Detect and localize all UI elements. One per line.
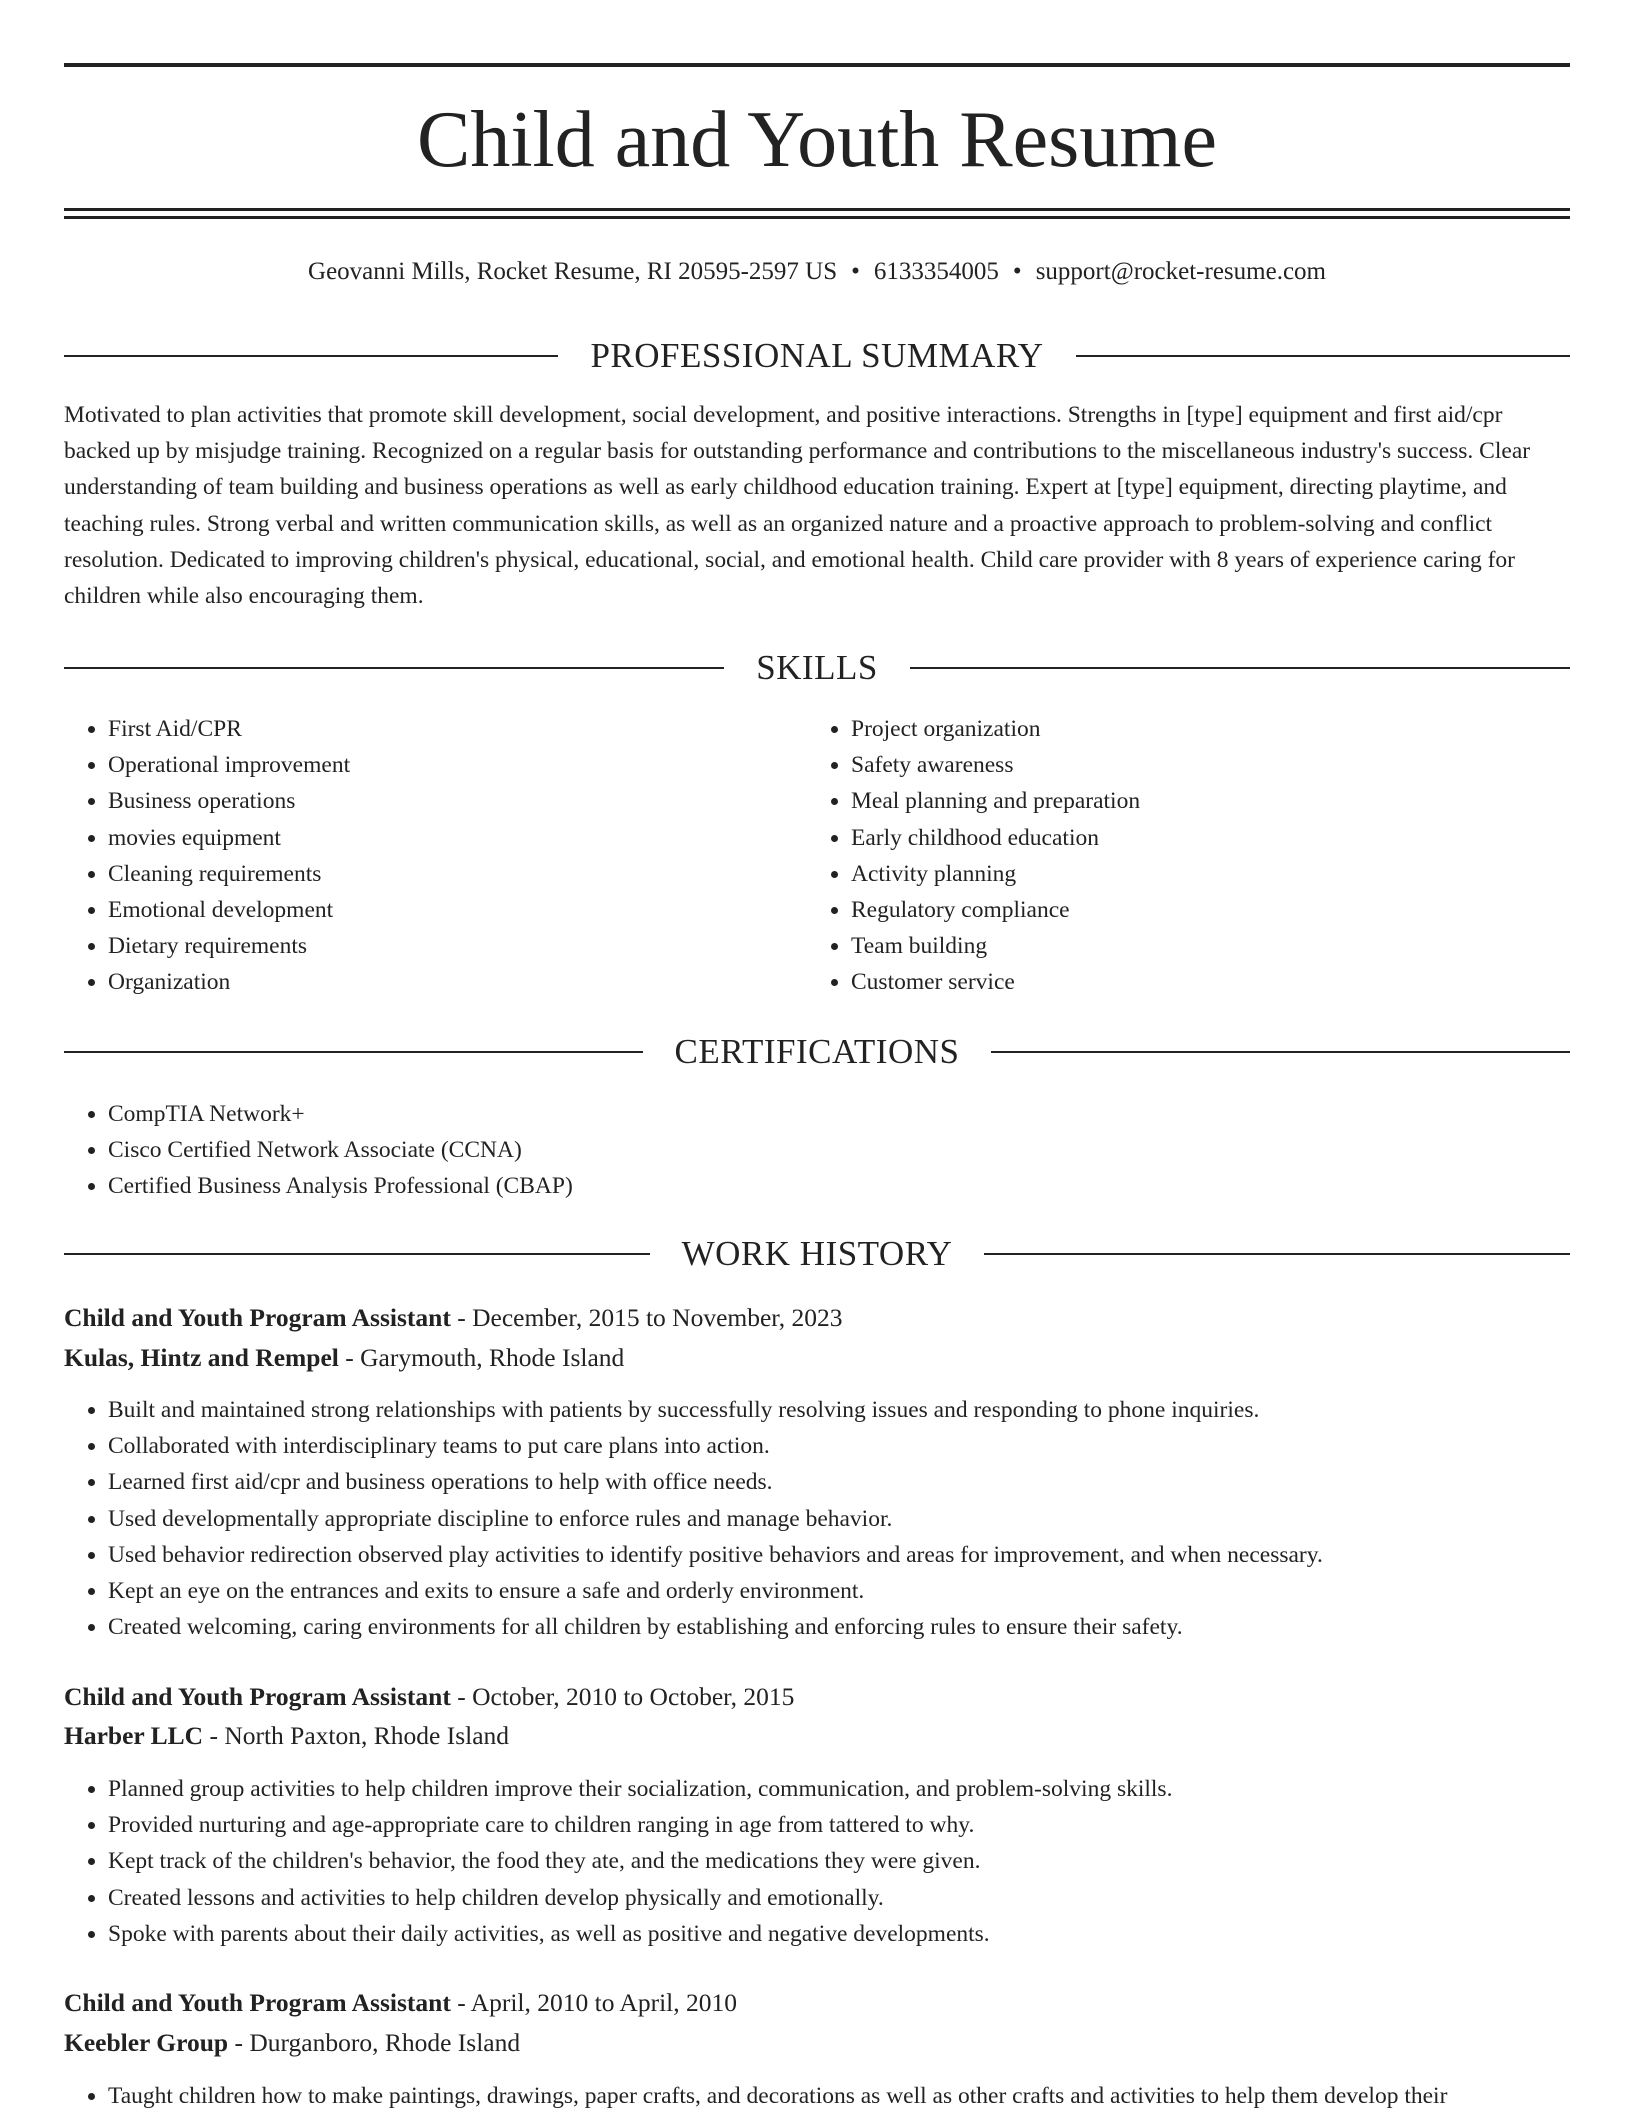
job-bullet: • Kept track of the children's behavior, the food they ate, and the medications they were given. [108, 1843, 1172, 1879]
certifications-heading [64, 1030, 1570, 1074]
skills-list-right [807, 711, 1140, 1001]
skill-item: • Dietary requirements [108, 928, 350, 964]
skill-item: • Team building [851, 928, 1140, 964]
contact-phone: 6133354005 [873, 258, 999, 285]
job-bullets [64, 1771, 1172, 1952]
heading-rule [984, 1253, 1570, 1255]
skill-item: • Project organization [851, 711, 1140, 747]
job-bullet: • Taught children how to make paintings, drawings, paper crafts, and decorations as well as other crafts and activities to help them develop their [108, 2078, 1447, 2114]
skill-item: • Regulatory compliance [851, 892, 1140, 928]
job-company-line [64, 1338, 1570, 1378]
job-location: - Durganboro, Rhode Island [228, 2028, 521, 2057]
skills-heading [64, 646, 1570, 690]
job-bullets [64, 2078, 1447, 2114]
contact-separator: • [851, 258, 860, 285]
heading-rule [64, 1253, 650, 1255]
skills-list-left [64, 711, 350, 1001]
contact-email: support@rocket-resume.com [1035, 258, 1326, 285]
skill-item: • Activity planning [851, 856, 1140, 892]
job-bullets [64, 1392, 1323, 1645]
summary-text: Motivated to plan activities that promote skill development, social development, and positive interactions. Strengths in [type] equipment and first aid/cpr backed up by misjudge training. Recognized on a regular basis for outstanding performance and contributions to the miscellaneous industry's success. Clear understanding of team building and business operations as well as early childhood education training. Expert at [type] equipment, directing playtime, and teaching rules. Strong verbal and written communication skills, as well as an organized nature and a proactive approach to problem-solving and conflict resolution. Dedicated to improving children's physical, educational, social, and emotional health. Child care provider with 8 years of experience caring for children while also encouraging them. [64, 402, 1531, 610]
certification-item: • Certified Business Analysis Professional (CBAP) [108, 1168, 573, 1204]
skill-item: • Meal planning and preparation [851, 783, 1140, 819]
resume-title: Child and Youth Resume [416, 96, 1218, 184]
job-company: Harber LLC [64, 1721, 204, 1750]
certifications-list [64, 1096, 573, 1205]
job-dates: - October, 2010 to October, 2015 [450, 1682, 795, 1711]
job-location: - Garymouth, Rhode Island [338, 1343, 625, 1372]
heading-rule [991, 1051, 1570, 1053]
skill-item: • Organization [108, 964, 350, 1000]
contact-line [64, 254, 1570, 290]
skill-item: • Safety awareness [851, 747, 1140, 783]
title-rule-upper [64, 208, 1570, 211]
job-bullet: • Used behavior redirection observed play activities to identify positive behaviors and areas for improvement, and when necessary. [108, 1537, 1323, 1573]
heading-rule [64, 1051, 643, 1053]
certification-item: • Cisco Certified Network Associate (CCNA) [108, 1132, 573, 1168]
job-title: Child and Youth Program Assistant [64, 1988, 451, 2017]
job-bullet: • Built and maintained strong relationships with patients by successfully resolving issues and responding to phone inquiries. [108, 1392, 1323, 1428]
job-dates: - December, 2015 to November, 2023 [450, 1303, 843, 1332]
work-history-heading [64, 1232, 1570, 1276]
job-bullet: • Provided nurturing and age-appropriate care to children ranging in age from tattered to why. [108, 1807, 1172, 1843]
job-company: Kulas, Hintz and Rempel [64, 1343, 339, 1372]
heading-rule [64, 667, 724, 669]
skills-heading-label: SKILLS [756, 648, 878, 687]
job-company-line [64, 2023, 1570, 2063]
job-bullet: • Created lessons and activities to help children develop physically and emotionally. [108, 1880, 1172, 1916]
job-location: - North Paxton, Rhode Island [203, 1721, 510, 1750]
job-bullet: • Spoke with parents about their daily activities, as well as positive and negative developments. [108, 1916, 1172, 1952]
job-bullet: • Used developmentally appropriate discipline to enforce rules and manage behavior. [108, 1501, 1323, 1537]
certification-item: • CompTIA Network+ [108, 1096, 573, 1132]
summary-heading [64, 334, 1570, 378]
title-rule-lower [64, 216, 1570, 219]
work-history-heading-label: WORK HISTORY [681, 1234, 953, 1273]
contact-address: Geovanni Mills, Rocket Resume, RI 20595-2597 US [308, 258, 838, 285]
skill-item: • movies equipment [108, 820, 350, 856]
job-bullet: • Created welcoming, caring environments for all children by establishing and enforcing rules to ensure their safety. [108, 1609, 1323, 1645]
skill-item: • Operational improvement [108, 747, 350, 783]
skill-item: • Business operations [108, 783, 350, 819]
heading-rule [1076, 355, 1570, 357]
job-bullet: • Planned group activities to help children improve their socialization, communication, and problem-solving skills. [108, 1771, 1172, 1807]
job-company-line [64, 1716, 1570, 1756]
job-bullet: • Kept an eye on the entrances and exits to ensure a safe and orderly environment. [108, 1573, 1323, 1609]
job-bullet: • Learned first aid/cpr and business operations to help with office needs. [108, 1464, 1323, 1500]
heading-rule [910, 667, 1570, 669]
job-company: Keebler Group [64, 2028, 229, 2057]
summary-heading-label: PROFESSIONAL SUMMARY [590, 336, 1044, 375]
skill-item: • First Aid/CPR [108, 711, 350, 747]
heading-rule [64, 355, 558, 357]
skill-item: • Cleaning requirements [108, 856, 350, 892]
job-bullet: • Collaborated with interdisciplinary teams to put care plans into action. [108, 1428, 1323, 1464]
top-rule [64, 63, 1570, 67]
contact-separator: • [1012, 258, 1022, 285]
skill-item: • Emotional development [108, 892, 350, 928]
skill-item: • Early childhood education [851, 820, 1140, 856]
job-title-line [64, 1983, 1570, 2023]
skill-item: • Customer service [851, 964, 1140, 1000]
certifications-heading-label: CERTIFICATIONS [674, 1032, 960, 1071]
job-dates: - April, 2010 to April, 2010 [450, 1988, 738, 2017]
job-title-line [64, 1677, 1570, 1717]
job-title: Child and Youth Program Assistant [64, 1682, 451, 1711]
job-title: Child and Youth Program Assistant [64, 1303, 451, 1332]
job-title-line [64, 1298, 1570, 1338]
